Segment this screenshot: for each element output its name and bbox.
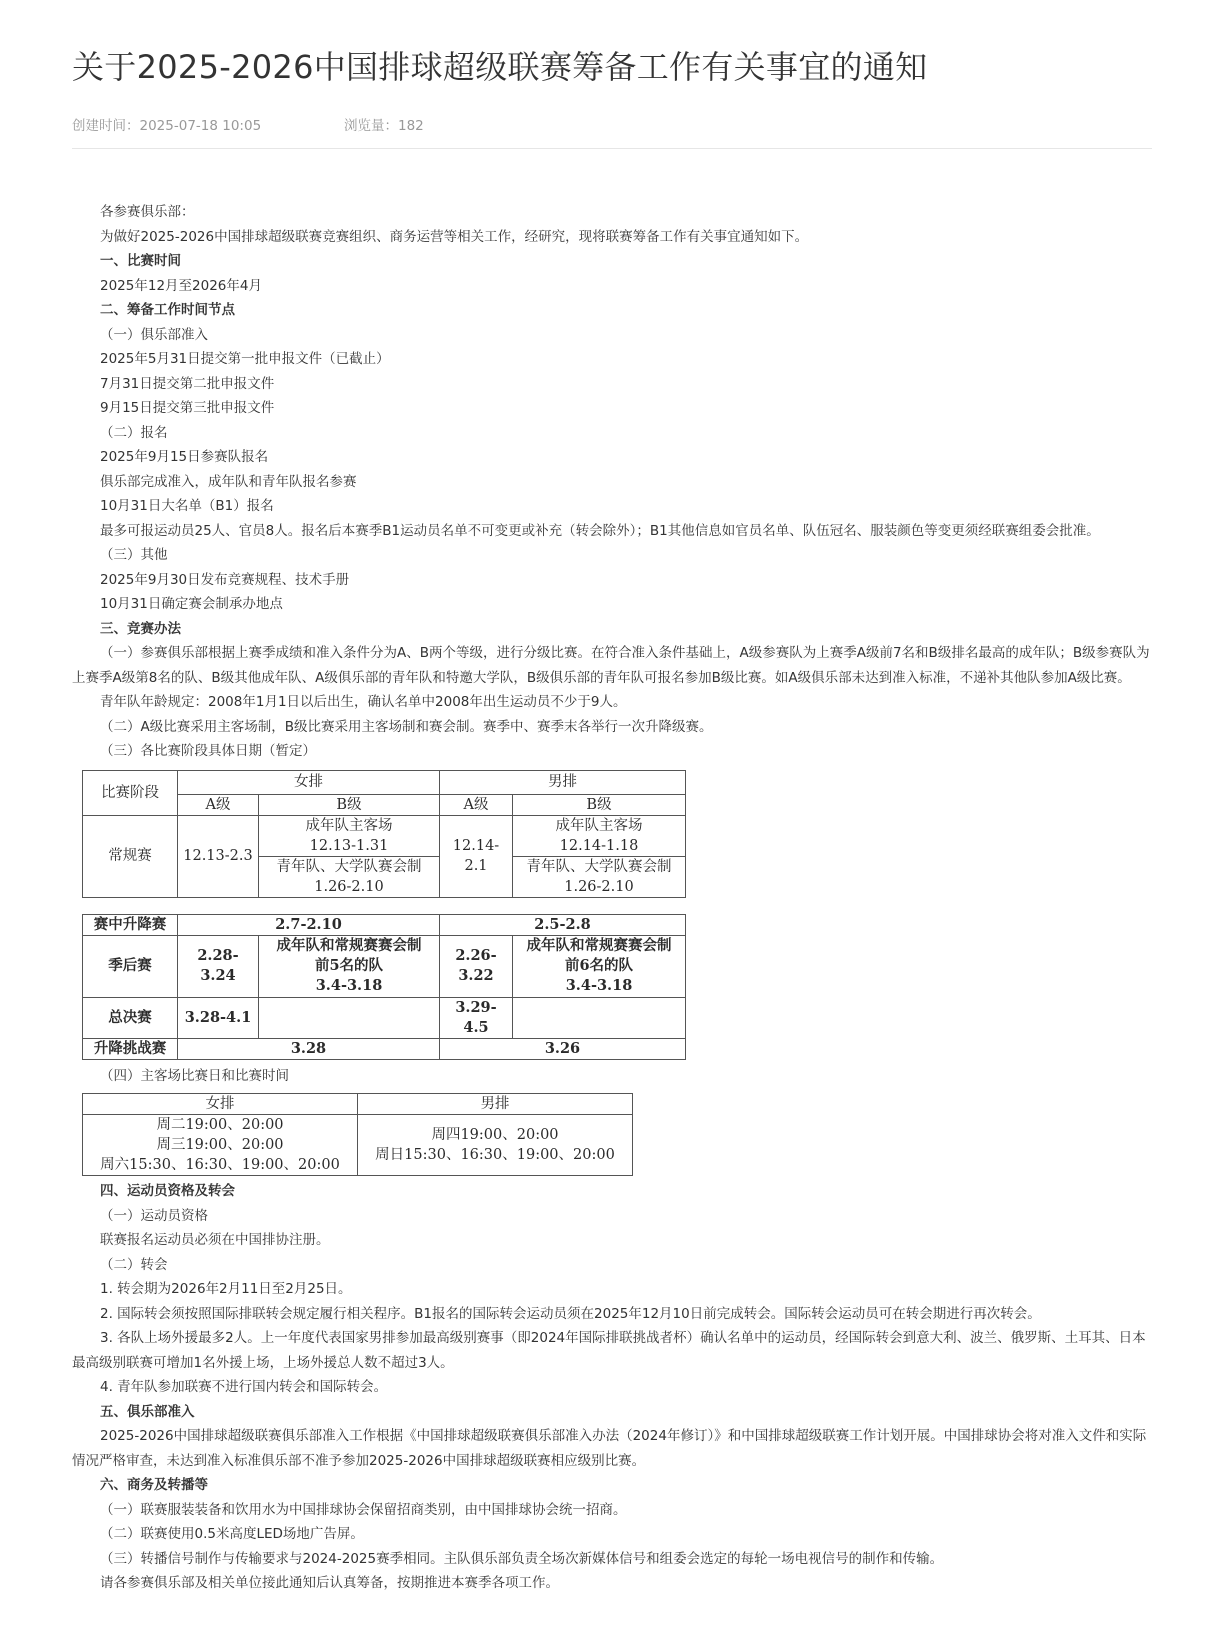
paragraph: 7月31日提交第二批申报文件: [100, 375, 275, 392]
empty-cell: [259, 997, 440, 1038]
paragraph: 2025年5月31日提交第一批申报文件（已截止）: [100, 351, 390, 367]
cell-line: 成年队和常规赛赛会制: [276, 937, 422, 954]
women-promotion: 3.28: [178, 1038, 440, 1059]
women-a-regular: 12.13-2.3: [178, 815, 259, 897]
men-a-regular: 12.14-2.1: [440, 815, 513, 897]
women-finals: 3.28-4.1: [178, 997, 259, 1038]
playoff-table: [82, 914, 686, 1060]
subheading: （一）运动员资格: [100, 1207, 208, 1224]
midseason-label: 赛中升降赛: [83, 914, 178, 935]
paragraph: 俱乐部完成准入，成年队和青年队报名参赛: [100, 473, 357, 490]
section-heading: 六、商务及转播等: [100, 1477, 208, 1493]
article-body: [72, 200, 1152, 1593]
promotion-label: 升降挑战赛: [83, 1038, 178, 1059]
header-divider: [72, 148, 1152, 149]
paragraph: （二）联赛使用0.5米高度LED场地广告屏。: [100, 1526, 364, 1542]
cell-line: 3.4-3.18: [315, 977, 383, 994]
cell-line: 周日15:30、16:30、19:00、20:00: [375, 1147, 615, 1163]
cell-line: 成年队主客场: [305, 817, 393, 834]
regular-season-label: 常规赛: [83, 815, 178, 897]
schedule-table: [82, 770, 686, 898]
level-b-header: B级: [513, 794, 686, 815]
paragraph: 各参赛俱乐部：: [100, 204, 195, 220]
section-heading: 五、俱乐部准入: [100, 1403, 195, 1420]
paragraph: 2. 国际转会须按照国际排联转会规定履行相关程序。B1报名的国际转会运动员须在2025年12月10日前完成转会。国际转会运动员可在转会期进行再次转会。: [100, 1305, 1041, 1322]
paragraph: （二）A级比赛采用主客场制，B级比赛采用主客场制和赛会制。赛季中、赛季末各举行一次升降级赛。: [100, 718, 713, 735]
men-finals: 3.29-4.5: [440, 997, 513, 1038]
cell-line: 成年队主客场: [555, 817, 643, 834]
cell-line: 青年队、大学队赛会制: [276, 858, 422, 875]
men-match-times: [358, 1115, 633, 1176]
men-midseason: 2.5-2.8: [440, 914, 686, 935]
women-playoffs-a: 2.28-3.24: [178, 935, 259, 997]
women-match-times: [83, 1115, 358, 1176]
paragraph: （一）联赛服装装备和饮用水为中国排球协会保留招商类别，由中国排球协会统一招商。: [100, 1501, 627, 1518]
subheading: （二）转会: [100, 1256, 168, 1273]
men-header: 男排: [358, 1094, 633, 1115]
view-count-group: [344, 114, 424, 134]
schedule-table-wrap: [82, 770, 1152, 898]
cell-line: 前6名的队: [564, 957, 634, 974]
views-label: 浏览量：: [344, 118, 398, 134]
paragraph: 2025年9月15日参赛队报名: [100, 449, 269, 465]
views-count: 182: [398, 118, 424, 134]
cell-line: 周三19:00、20:00: [156, 1137, 284, 1153]
paragraph: 最多可报运动员25人、官员8人。报名后本赛季B1运动员名单不可变更或补充（转会除外）；B1其他信息如官员名单、队伍冠名、服装颜色等变更须经联赛组委会批准。: [100, 522, 1100, 539]
paragraph: 请各参赛俱乐部及相关单位接此通知后认真筹备，按期推进本赛季各项工作。: [100, 1575, 559, 1591]
paragraph: 2025年9月30日发布竞赛规程、技术手册: [100, 571, 350, 588]
women-b-youth: [259, 856, 440, 897]
stage-header: 比赛阶段: [83, 770, 178, 815]
men-playoffs-a: 2.26-3.22: [440, 935, 513, 997]
section-heading: 三、竞赛办法: [100, 620, 181, 637]
level-a-header: A级: [178, 794, 259, 815]
paragraph: 联赛报名运动员必须在中国排协注册。: [100, 1232, 330, 1248]
paragraph: （三）转播信号制作与传输要求与2024-2025赛季相同。主队俱乐部负责全场次新媒体信号和组委会选定的每轮一场电视信号的制作和传输。: [100, 1550, 944, 1567]
men-b-youth: [513, 856, 686, 897]
subheading: （三）各比赛阶段具体日期（暂定）: [100, 743, 316, 759]
paragraph: 2025-2026中国排球超级联赛俱乐部准入工作根据《中国排球超级联赛俱乐部准入办法（2024年修订）》和中国排球超级联赛工作计划开展。中国排球协会将对准入文件和实际情况严格审查，未达到准入标准俱乐部不准予参加2025-2026中国排球超级联赛相应级别比赛。: [72, 1428, 1147, 1469]
paragraph: 1. 转会期为2026年2月11日至2月25日。: [100, 1281, 352, 1297]
created-time: 2025-07-18 10:05: [139, 118, 262, 134]
cell-line: 1.26-2.10: [564, 878, 634, 895]
paragraph: （一）参赛俱乐部根据上赛季成绩和准入条件分为A、B两个等级，进行分级比赛。在符合准入条件基础上，A级参赛队为上赛季A级前7名和B级排名最高的成年队；B级参赛队为上赛季A级第8名的队、B级其他成年队、A级俱乐部的青年队和特邀大学队，B级俱乐部的青年队可报名参加B级比赛。如A级俱乐部未达到准入标准，不递补其他队参加A级比赛。: [72, 645, 1150, 686]
cell-line: 1.26-2.10: [314, 878, 384, 895]
cell-line: 青年队、大学队赛会制: [526, 858, 672, 875]
section-heading: 二、筹备工作时间节点: [100, 302, 235, 318]
page-title: 关于2025-2026中国排球超级联赛筹备工作有关事宜的通知: [72, 48, 928, 86]
cell-line: 周二19:00、20:00: [156, 1117, 284, 1133]
subheading: （四）主客场比赛日和比赛时间: [100, 1067, 289, 1084]
paragraph: 3. 各队上场外援最多2人。上一年度代表国家男排参加最高级别赛事（即2024年国际排联挑战者杯）确认名单中的运动员，经国际转会到意大利、波兰、俄罗斯、土耳其、日本最高级别联赛可增加1名外援上场，上场外援总人数不超过3人。: [72, 1330, 1146, 1371]
article-meta: [72, 114, 424, 134]
paragraph: 青年队年龄规定：2008年1月1日以后出生，确认名单中2008年出生运动员不少于9人。: [100, 694, 627, 710]
cell-line: 周六15:30、16:30、19:00、20:00: [100, 1157, 340, 1173]
cell-line: 前5名的队: [314, 957, 384, 974]
women-playoffs-b: [259, 935, 440, 997]
finals-label: 总决赛: [83, 997, 178, 1038]
section-heading: 一、比赛时间: [100, 253, 181, 269]
match-time-table: [82, 1093, 633, 1176]
paragraph: 为做好2025-2026中国排球超级联赛竞赛组织、商务运营等相关工作，经研究，现将联赛筹备工作有关事宜通知如下。: [100, 228, 809, 245]
level-a-header: A级: [440, 794, 513, 815]
women-header: 女排: [83, 1094, 358, 1115]
women-b-senior: [259, 815, 440, 856]
cell-line: 12.13-1.31: [309, 837, 389, 854]
women-midseason: 2.7-2.10: [178, 914, 440, 935]
cell-line: 成年队和常规赛赛会制: [526, 937, 672, 954]
paragraph: 10月31日确定赛会制承办地点: [100, 596, 283, 612]
created-label: 创建时间：: [72, 118, 140, 134]
playoffs-label: 季后赛: [83, 935, 178, 997]
men-promotion: 3.26: [440, 1038, 686, 1059]
level-b-header: B级: [259, 794, 440, 815]
women-header: 女排: [178, 770, 440, 794]
men-b-senior: [513, 815, 686, 856]
empty-cell: [513, 997, 686, 1038]
cell-line: 12.14-1.18: [559, 837, 639, 854]
cell-line: 3.4-3.18: [565, 977, 633, 994]
section-heading: 四、运动员资格及转会: [100, 1183, 235, 1199]
paragraph: 4. 青年队参加联赛不进行国内转会和国际转会。: [100, 1379, 388, 1395]
match-time-table-wrap: [82, 1093, 1152, 1176]
cell-line: 周四19:00、20:00: [431, 1127, 559, 1143]
men-header: 男排: [440, 770, 686, 794]
playoff-table-wrap: [82, 914, 1152, 1060]
paragraph: 2025年12月至2026年4月: [100, 277, 262, 294]
subheading: （二）报名: [100, 424, 168, 441]
paragraph: 9月15日提交第三批申报文件: [100, 400, 275, 416]
men-playoffs-b: [513, 935, 686, 997]
subheading: （一）俱乐部准入: [100, 326, 208, 343]
paragraph: 10月31日大名单（B1）报名: [100, 498, 274, 514]
subheading: （三）其他: [100, 547, 168, 563]
